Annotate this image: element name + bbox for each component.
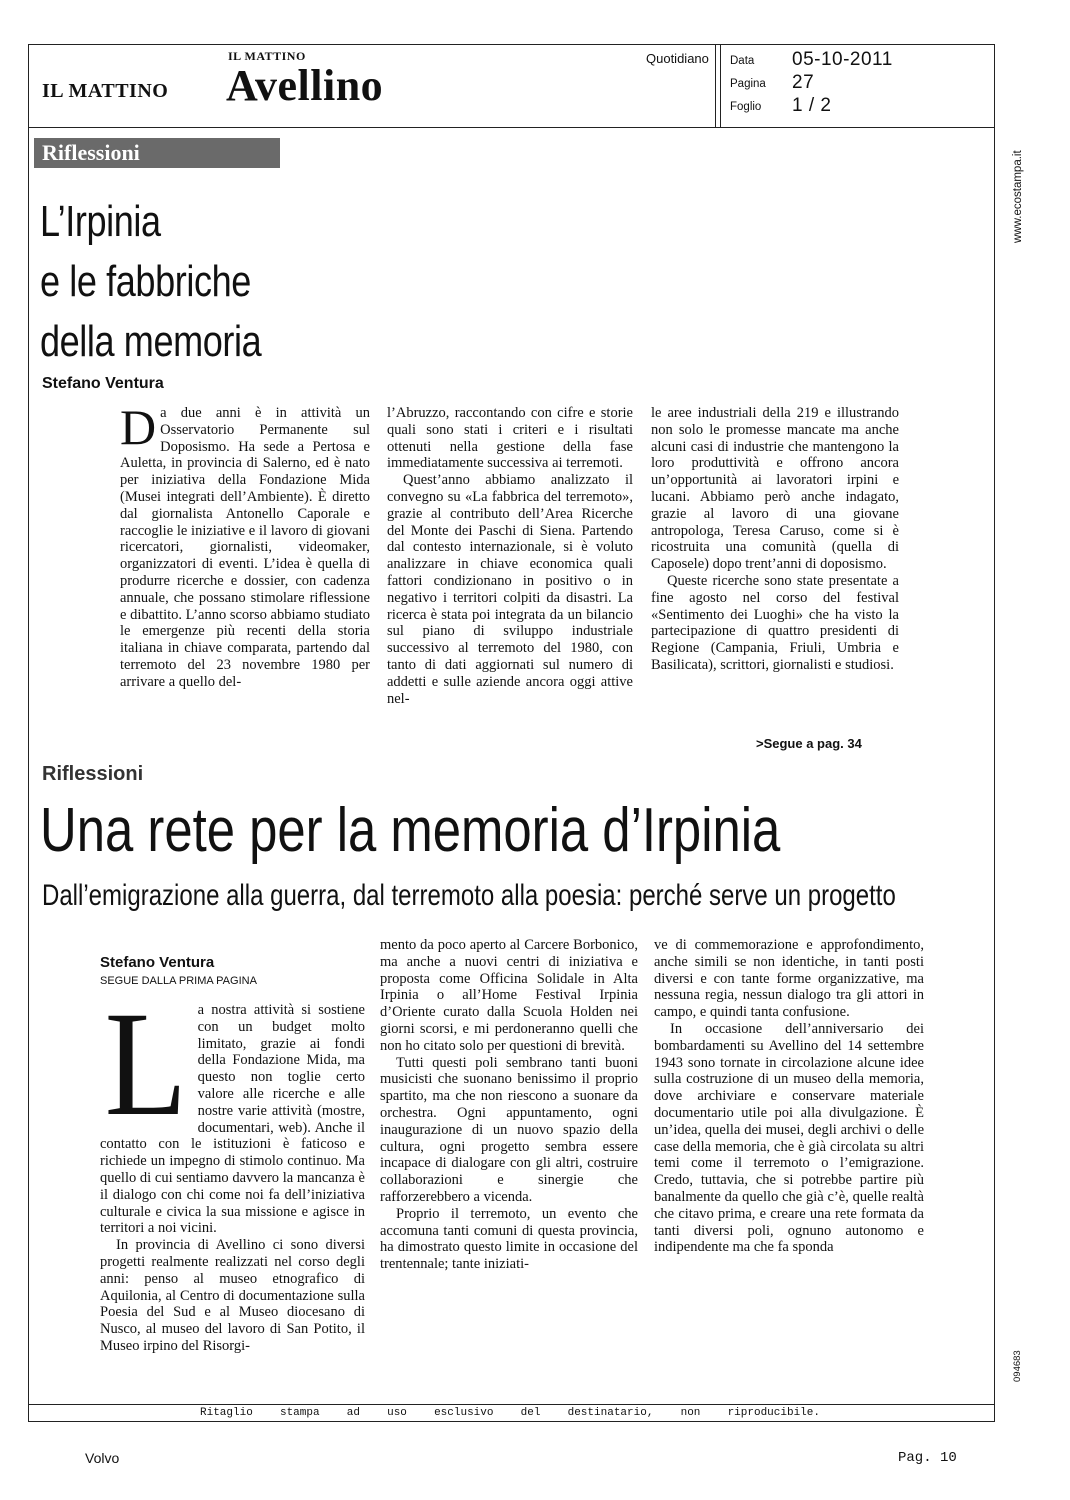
masthead-name: IL MATTINO: [42, 80, 169, 102]
paragraph: le aree industriali della 219 e illustrando non solo le promesse mancate ma anche alcuni casi di industrie che mantengono la loro produttività e offrono ancora un’opportunità ai lavoratori irpini e lucani. Abbiamo però anche indagato, grazie al lavoro di una giovane antropologa, Teresa Caruso, come si è ricostruita una comunità (quella di Caposele) dopo trent’anni di doposismo.: [651, 405, 899, 573]
date-value: 05-10-2011: [792, 49, 893, 70]
page-number: Pag. 10: [898, 1450, 957, 1466]
continuation-link[interactable]: >Segue a pag. 34: [756, 736, 862, 751]
publication-type: Quotidiano: [646, 51, 709, 66]
paragraph: mento da poco aperto al Carcere Borbonico, ma anche a nuovi centri di iniziativa e proposta come Officina Solidale in Alta Irpinia o all’Home Festival Irpinia d’Oriente curato dalla Scuola Holden nei giorni scorsi, e mi perdoneranno quelli che non ho citato solo per questioni di brevità.: [380, 937, 638, 1054]
notice-word: Ritaglio: [200, 1407, 253, 1419]
notice-word: stampa: [279, 1407, 320, 1419]
paragraph: ve di commemorazione e approfondimento, anche simili se non identiche, in tanti posti diversi e con tante forme organizzative, ma nessuna regia, nessun dialogo tra gli attori in campo, e quindi tanta confusione.: [654, 937, 924, 1021]
notice-word: esclusivo: [434, 1407, 494, 1419]
notice-word: non: [680, 1407, 701, 1419]
paragraph: Queste ricerche sono state presentate a fine agosto nel corso del festival «Sentimento dei Luoghi» che ha visto la partecipazione di quattro presidenti di Regione (Campania, Friuli, Umbria e Basilicata), scrittori, giornalisti e studiosi.: [651, 572, 899, 673]
continued-note: SEGUE DALLA PRIMA PAGINA: [100, 975, 257, 987]
paragraph: Tutti questi poli sembrano tanti buoni musicisti che suonano benissimo il proprio spartito, ma che non riescono a suonare da orchestra. Ogni appuntamento, ogni inaugurazione di un nuovo spazio della cultura, ogni progetto sembra essere incapace di dialogare con gli altri, costruire collaborazioni e sinergie che rafforzerebbero a vicenda.: [380, 1054, 638, 1205]
paragraph: Proprio il terremoto, un evento che accomuna tanti comuni di questa provincia, ha dimostrato questo limite in occasione del trentennale; tante iniziati-: [380, 1205, 638, 1273]
header-divider: [28, 127, 995, 128]
paragraph: In occasione dell’anniversario dei bombardamenti su Avellino del 14 settembre 1943 sono tornate in circolazione alcune idee sulla costruzione di un museo della memoria, dove archiviare e conservare materiale documentario utile poi alla divulgazione. È un’idea, quella dei musei, degli archivi o delle case della memoria, che è già circolata su altri temi come il terremoto o l’emigrazione. Credo, tuttavia, che si potrebbe partire più banalmente da quello che già c’è, quelle realtà che citavo prima, e creare una rete formata da tanti diversi poli, ognuno autonomo e indipendente ma che fa sponda: [654, 1020, 924, 1256]
article2-subtitle: Dall’emigrazione alla guerra, dal terremoto alla poesia: perché serve un progetto: [42, 879, 896, 912]
article2-column-2: [380, 937, 638, 1273]
article2-kicker: Riflessioni: [42, 763, 144, 785]
client-name: Volvo: [85, 1450, 120, 1466]
source-url: www.ecostampa.it: [1012, 150, 1024, 243]
article1-column-2: [387, 405, 633, 707]
dropcap: D: [120, 399, 157, 455]
paragraph: l’Abruzzo, raccontando con cifre e storie quali sono stati i criteri e i risultati ottenuti nella gestione della fase immediatamente successiva ai terremoti.: [387, 405, 633, 472]
title-line: della memoria: [40, 317, 262, 366]
header-separator: [715, 44, 716, 128]
notice-word: ad: [346, 1407, 360, 1419]
article1-column-3: [651, 405, 899, 674]
section-tag: Riflessioni: [34, 138, 280, 168]
notice-word: del: [520, 1407, 541, 1419]
title-line: L’Irpinia: [40, 197, 161, 246]
page-value: 27: [792, 72, 815, 93]
article2-title: Una rete per la memoria d’Irpinia: [40, 796, 781, 865]
article1-column-1: [120, 399, 370, 691]
article2-column-3: [654, 937, 924, 1256]
sheet-value: 1 / 2: [792, 95, 832, 116]
page-label: Pagina: [730, 78, 766, 90]
paragraph: a nostra attività si sostiene con un budget molto limitato, grazie ai fondi della Fondazione Mida, ma questo non toglie certo valore alle ricerche e alle nostre varie attività (mostre, documentari, web). Anche il contatto con le istituzioni è faticoso e richiede un impegno di stimolo continuo. Ma quello di cui sentiamo davvero la mancanza è il dialogo con chi come noi fa dell’iniziativa culturale e civica la sua missione e agisce in territori a noi vicini.: [100, 1002, 365, 1237]
sheet-label: Foglio: [730, 101, 762, 113]
date-label: Data: [730, 55, 755, 67]
paragraph: Quest’anno abbiamo analizzato il convegno su «La fabbrica del terremoto», grazie al contributo dell’Area Ricerche del Monte dei Paschi di Siena. Partendo dal contesto internazionale, si è voluto analizzare in chiave economica quali fattori condizionano in positivo o in negativo i territori colpiti da disastri. La ricerca è stata poi integrata da un bilancio sul piano di sviluppo industriale successivo al terremoto del 1980, con tanto di dati aggiornati sul numero di addetti e sulle aziende ancora oggi attive nel-: [387, 472, 633, 707]
small-masthead: IL MATTINO: [228, 49, 306, 63]
paragraph: In provincia di Avellino ci sono diversi progetti realmente realizzati nel corso degli anni: penso al museo etnografico di Aquilonia, al Centro di documentazione sulla Poesia del Sud e al Museo diocesano di Nusco, al museo del lavoro di San Potito, il Museo irpino del Risorgi-: [100, 1237, 365, 1354]
article1-title: [40, 192, 302, 372]
header-separator: [720, 44, 721, 128]
title-line: e le fabbriche: [40, 257, 251, 306]
article1-author: Stefano Ventura: [42, 375, 164, 392]
dropcap: L: [104, 981, 188, 1147]
masthead-city: Avellino: [226, 61, 384, 110]
notice-word: uso: [387, 1407, 407, 1419]
article2-author: Stefano Ventura: [100, 954, 215, 971]
clipping-code: 094683: [1012, 1350, 1023, 1382]
copyright-notice: [200, 1407, 820, 1419]
notice-word: riproducibile.: [727, 1407, 820, 1419]
paragraph: a due anni è in attività un Osservatorio Permanente sul Doposismo. Ha sede a Pertosa e Auletta, in provincia di Salerno, ed è nato per iniziativa della Fondazione Mida (Musei integrati dell’Ambiente). È diretto dal giornalista Antonello Caporale e raccoglie le iniziative e il lavoro di giovani ricercatori, giornalisti, videomaker, organizzatori di eventi. L’idea è quella di produrre ricerche e dossier, con cadenza annuale, che possano stimolare riflessione e dibattito. L’anno scorso abbiamo studiato le emergenze più recenti della storia italiana in chiave comparata, partendo dal terremoto del 23 novembre 1980 per arrivare a quello del-: [120, 405, 370, 690]
notice-word: destinatario,: [567, 1407, 654, 1419]
footer-divider: [28, 1404, 995, 1405]
